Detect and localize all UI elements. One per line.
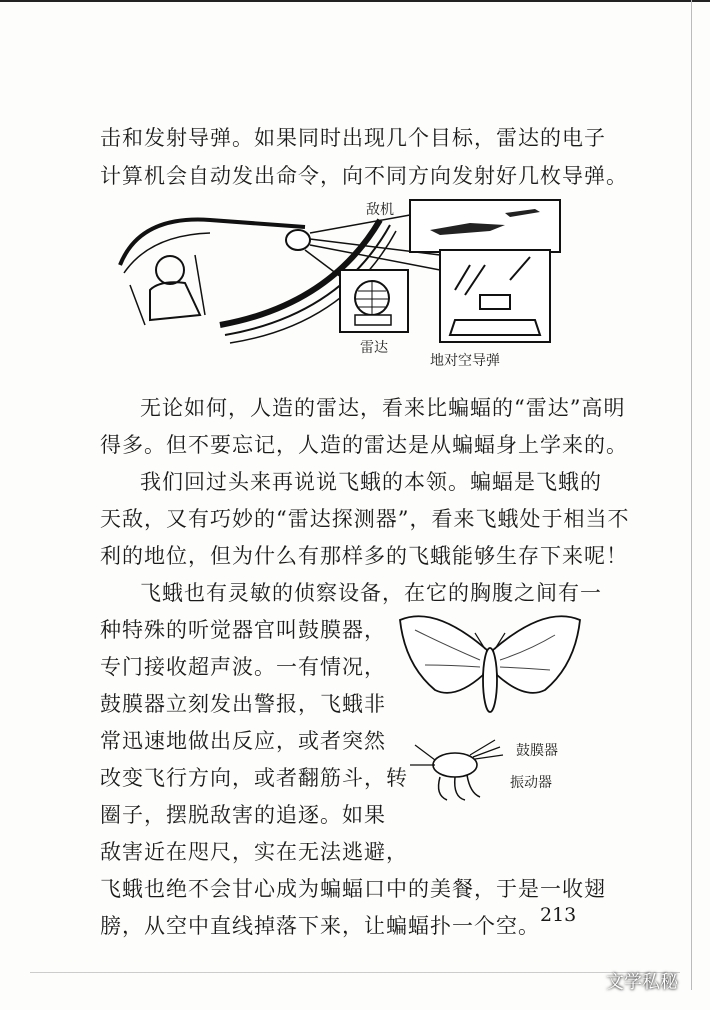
text-line: 天敌，又有巧妙的“雷达探测器”，看来飞蛾处于相当不 [100,507,630,531]
text-line: 改变飞行方向，或者翻筋斗，转 [100,766,408,790]
label-missile: 地对空导弹 [430,353,500,369]
text-line: 圈子，摆脱敌害的追逐。如果 [100,803,386,827]
page-right-edge [691,0,692,990]
text-line: 计算机会自动发出命令，向不同方向发射好几枚导弹。 [100,164,628,188]
page-number: 213 [540,904,577,926]
label-enemy-plane: 敌机 [366,202,394,218]
text-line: 敌害近在咫尺，实在无法逃避， [100,840,408,864]
text-line: 飞蛾也绝不会甘心成为蝙蝠口中的美餐，于是一收翅 [100,877,606,901]
text-line: 无论如何，人造的雷达，看来比蝙蝠的“雷达”高明 [140,396,626,420]
text-line: 飞蛾也有灵敏的侦察设备，在它的胸腹之间有一 [140,581,602,605]
page-top-border [0,0,710,2]
text-line: 击和发射导弹。如果同时出现几个目标，雷达的电子 [100,126,606,150]
text-line: 膀，从空中直线掉落下来，让蝙蝠扑一个空。 [100,914,540,938]
text-line: 我们回过头来再说说飞蛾的本领。蝙蝠是飞蛾的 [140,470,602,494]
text-line: 常迅速地做出反应，或者突然 [100,729,386,753]
page-bottom-edge [30,972,680,973]
label-radar: 雷达 [360,340,388,356]
watermark: 文学私秘 [606,972,678,993]
text-line: 专门接收超声波。一有情况， [100,655,386,679]
text-line: 利的地位，但为什么有那样多的飞蛾能够生存下来呢！ [100,544,628,568]
text-line: 种特殊的听觉器官叫鼓膜器， [100,618,386,642]
text-line: 得多。但不要忘记，人造的雷达是从蝙蝠身上学来的。 [100,433,628,457]
text-line: 鼓膜器立刻发出警报，飞蛾非 [100,692,386,716]
radar-illustration [110,195,570,370]
label-tympanum: 鼓膜器 [516,743,558,759]
label-vibrator: 振动器 [510,775,552,791]
moth-illustration [395,605,585,815]
